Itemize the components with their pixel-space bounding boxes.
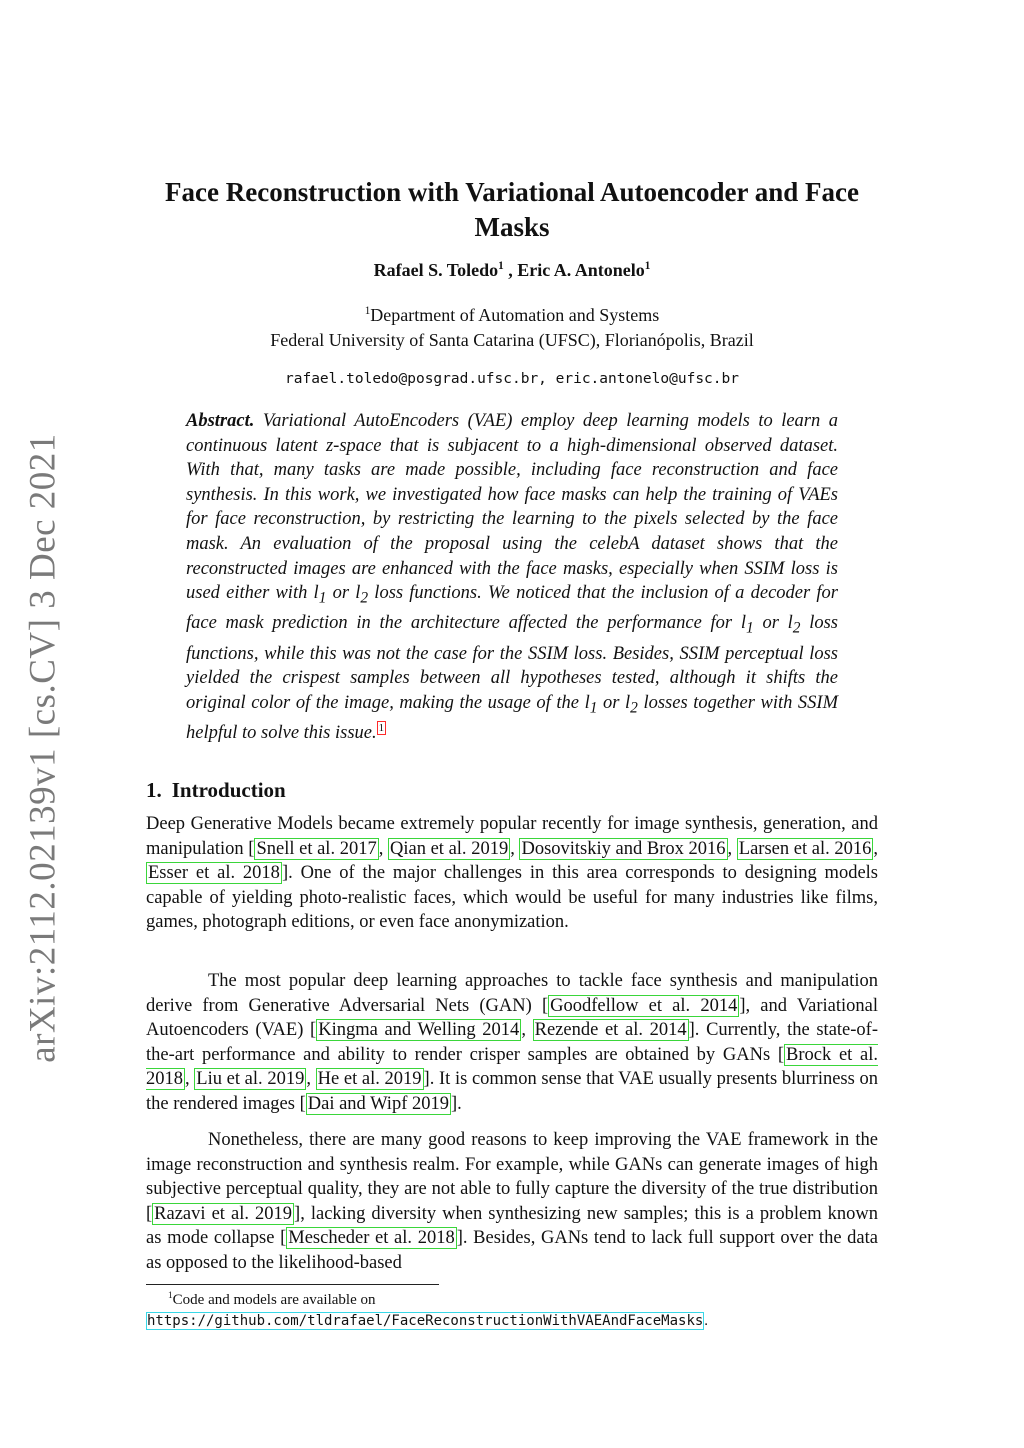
paragraph-text: The most popular deep learning approaches to tackle face synthesis and manipulation derive from Generative Adversarial Nets (GAN) [ bbox=[146, 971, 878, 1016]
citation-link[interactable]: Goodfellow et al. 2014 bbox=[550, 995, 738, 1016]
author-affil-mark: 1 bbox=[498, 260, 504, 272]
affil-mark: 1 bbox=[364, 305, 371, 317]
abstract-text: or bbox=[753, 613, 788, 634]
abstract-text: loss functions. We noticed that the inclusion of a decoder for face mask prediction in the architecture affected the performance for bbox=[186, 583, 838, 634]
code-url-link[interactable]: https://github.com/tldrafael/FaceReconstructionWithVAEAndFaceMasks bbox=[147, 1313, 704, 1329]
paragraph-2 bbox=[146, 969, 878, 1117]
paragraph-text: ]. Besides, GANs tend to lack full support over the data as opposed to the likelihood-based bbox=[146, 1228, 878, 1273]
abstract-text: loss functions, while this was not the case for the SSIM loss. Besides, SSIM perceptual loss yielded the crispest samples between all hypotheses tested, although it shifts the original color of the image, making the usage of the bbox=[186, 613, 838, 713]
citation-separator: , bbox=[727, 838, 737, 859]
paragraph-1 bbox=[146, 812, 878, 935]
citation-separator: , bbox=[873, 838, 879, 859]
paragraph-text: ], and Variational Autoencoders (VAE) [ bbox=[146, 995, 878, 1041]
affiliation bbox=[148, 303, 876, 353]
math-var: l bbox=[584, 692, 590, 713]
author-list: Rafael S. Toledo$^1$ , Eric A. Antonelo$^1$ bbox=[373, 260, 651, 280]
citation-link[interactable]: Brock et al. 2018 bbox=[146, 1044, 879, 1090]
affil-line-1: Department of Automation and Systems bbox=[370, 305, 660, 325]
footnote-divider bbox=[146, 1284, 439, 1285]
author-emails: rafael.toledo@posgrad.ufsc.br, eric.antonelo@ufsc.br bbox=[285, 371, 739, 387]
paragraph-3 bbox=[146, 1128, 878, 1276]
citation-link[interactable]: Larsen et al. 2016 bbox=[738, 838, 872, 859]
abstract-text: losses together with SSIM helpful to solve this issue. bbox=[186, 692, 839, 744]
paragraph-text: Deep Generative Models became extremely popular recently for image synthesis, generation, and manipulation [ bbox=[146, 814, 878, 859]
citation-separator: , bbox=[521, 1020, 533, 1041]
abstract-text: or bbox=[326, 583, 356, 604]
citation-separator: , bbox=[378, 838, 388, 859]
footnote bbox=[146, 1290, 878, 1332]
footnote-mark: 1 bbox=[168, 1291, 173, 1301]
paragraph-text: ], lacking diversity when synthesizing new samples; this is a problem known as mode collapse [ bbox=[146, 1203, 878, 1249]
citation-separator: , bbox=[306, 1069, 316, 1090]
author-name: Eric A. Antonelo bbox=[517, 260, 645, 280]
math-sub: 1 bbox=[746, 620, 754, 638]
citation-link[interactable]: Dai and Wipf 2019 bbox=[307, 1093, 449, 1114]
paragraph-text: Nonetheless, there are many good reasons to keep improving the VAE framework in the image reconstruction and synthesis realm. For example, while GANs can generate images of high subjective perceptual quality, they are not able to fully capture the diversity of the true distribution [ bbox=[146, 1130, 878, 1224]
math-sub: 1 bbox=[589, 699, 598, 717]
citation-link[interactable]: Dosovitskiy and Brox 2016 bbox=[521, 838, 726, 859]
citation-link[interactable]: Mescheder et al. 2018 bbox=[288, 1228, 455, 1249]
math-sub: 2 bbox=[792, 620, 801, 638]
footnote-text: Code and models are available on bbox=[172, 1292, 376, 1308]
paragraph-text: ]. One of the major challenges in this area corresponds to designing models capable of yielding photo-realistic faces, which would be useful for many industries like films, games, photograph editions, or even face anonymization. bbox=[146, 863, 878, 933]
abstract-text: or bbox=[597, 692, 626, 713]
abstract bbox=[186, 409, 838, 746]
citation-link[interactable]: Rezende et al. 2014 bbox=[534, 1020, 687, 1041]
abstract-text: Variational AutoEncoders (VAE) employ deep learning models to learn a continuous latent z-space that is subjacent to a high-dimensional observed dataset. With that, many tasks are made possible, including face reconstruction and face synthesis. In this work, we investigated how face masks can help the training of VAEs for face reconstruction, by restricting the learning to the pixels selected by the face mask. An evaluation of the proposal using the celebA dataset shows that the reconstructed images are enhanced with the face masks, especially when SSIM loss is used either with bbox=[186, 411, 838, 604]
math-sub: 2 bbox=[630, 699, 638, 717]
math-sub: 2 bbox=[360, 589, 369, 607]
citation-link[interactable]: Esser et al. 2018 bbox=[148, 863, 280, 884]
section-heading bbox=[146, 778, 286, 803]
author-name: Rafael S. Toledo bbox=[373, 260, 499, 280]
footnote-end: . bbox=[704, 1313, 709, 1329]
citation-link[interactable]: Snell et al. 2017 bbox=[256, 838, 377, 859]
paragraph-text: ]. bbox=[450, 1093, 462, 1114]
citation-link[interactable]: He et al. 2019 bbox=[317, 1069, 422, 1090]
math-sub: 1 bbox=[318, 589, 327, 607]
abstract-label: Abstract. bbox=[186, 411, 255, 431]
math-var: l bbox=[740, 613, 746, 634]
math-var: l bbox=[313, 583, 319, 604]
arxiv-identifier: arXiv:2112.02139v1 [cs.CV] 3 Dec 2021 bbox=[22, 433, 64, 1063]
paper-title: Face Reconstruction with Variational Autoencoder and Face Masks bbox=[165, 177, 859, 242]
math-var: l bbox=[355, 583, 361, 604]
citation-separator: , bbox=[185, 1069, 195, 1090]
section-number: 1. bbox=[146, 778, 162, 802]
paragraph-text: ]. It is common sense that VAE usually presents blurriness on the rendered images [ bbox=[146, 1069, 879, 1114]
citation-link[interactable]: Qian et al. 2019 bbox=[389, 838, 509, 859]
citation-link[interactable]: Razavi et al. 2019 bbox=[154, 1203, 293, 1224]
paragraph-text: ]. Currently, the state-of-the-art performance and ability to render crisper samples are obtained by GANs [ bbox=[146, 1020, 878, 1065]
citation-link[interactable]: Kingma and Welling 2014 bbox=[318, 1020, 520, 1041]
author-affil-mark: 1 bbox=[644, 260, 651, 272]
math-var: l bbox=[625, 692, 631, 713]
section-title: Introduction bbox=[171, 778, 286, 802]
math-var: l bbox=[787, 613, 793, 634]
footnote-link[interactable]: 1 bbox=[378, 722, 385, 735]
citation-separator: , bbox=[510, 838, 520, 859]
citation-link[interactable]: Liu et al. 2019 bbox=[196, 1069, 305, 1090]
affil-line-2: Federal University of Santa Catarina (UFSC), Florianópolis, Brazil bbox=[270, 330, 754, 350]
